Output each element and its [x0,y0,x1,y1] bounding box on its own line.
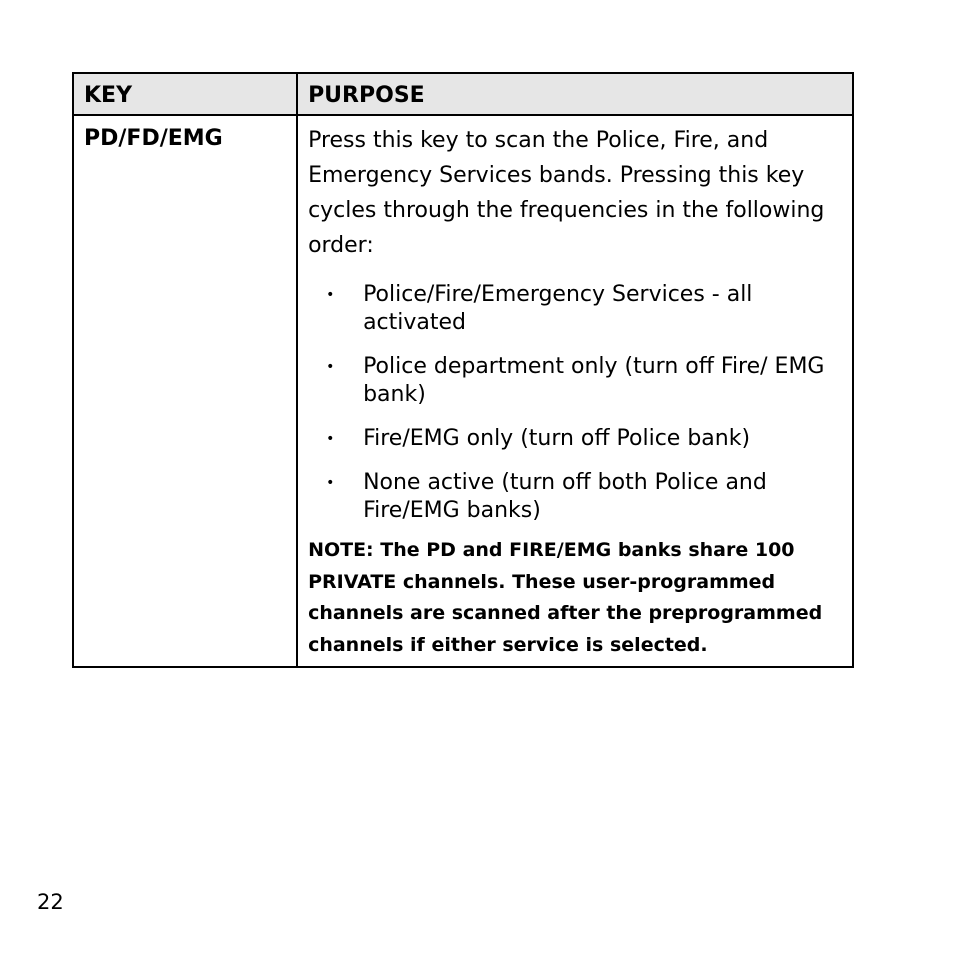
list-item [308,353,842,409]
table-row [73,115,853,667]
table-header-row [73,73,853,115]
purpose-intro: Press this key to scan the Police, Fire, and Emergency Services bands. Pressing this key cycles through the frequencies in the following order: [308,128,825,258]
list-item-text: None active (turn off both Police and Fire/EMG banks) [363,470,767,523]
order-list [308,281,842,525]
purpose-cell [297,115,853,667]
list-item [308,281,842,337]
bullet-icon: • [326,287,335,303]
bullet-icon: • [326,475,335,491]
note-text: NOTE: The PD and FIRE/EMG banks share 100 PRIVATE channels. These user-programmed channels are scanned after the preprogrammed channels if either service is selected. [308,539,823,656]
bullet-icon: • [326,431,335,447]
list-item-text: Police/Fire/Emergency Services - all activated [363,282,753,335]
page-number: 22 [37,890,64,914]
header-purpose: PURPOSE [297,73,853,115]
header-key: KEY [73,73,297,115]
key-purpose-table [72,72,854,668]
list-item [308,425,842,453]
list-item [308,469,842,525]
list-item-text: Police department only (turn off Fire/ EMG bank) [363,354,825,407]
key-name: PD/FD/EMG [73,115,297,667]
list-item-text: Fire/EMG only (turn off Police bank) [363,426,751,451]
bullet-icon: • [326,359,335,375]
